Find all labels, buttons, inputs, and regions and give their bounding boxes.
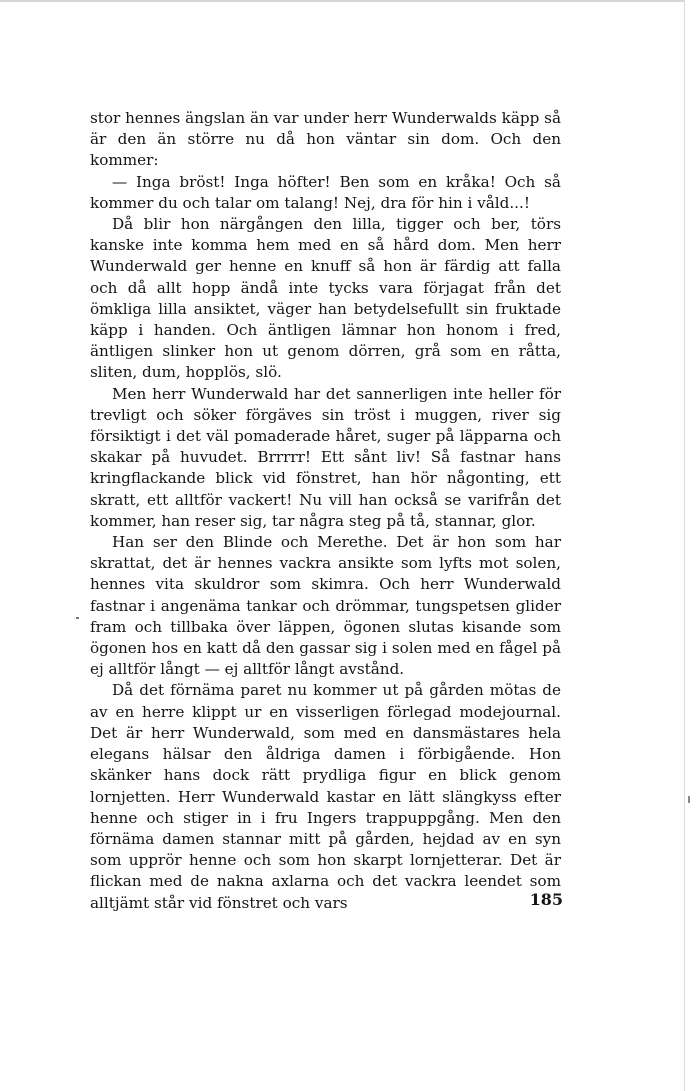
paragraph-3: Då blir hon närgången den lilla, tigger och ber, törs kanske inte komma hem med en så hård dom. Men herr Wunderwald ger henne en knuff så hon är färdig att falla och då allt hopp ändå inte tycks vara förjagat från det ömkliga lilla ansiktet, väger han betydelsefullt sin fruktade käpp i handen. Och äntligen lämnar hon honom i fred, äntligen slinker hon ut genom dörren, grå som en råtta, sliten, dum, hopplös, slö. [90,215,561,382]
page-number: 185 [529,890,563,909]
page-top-edge [0,0,685,2]
paragraph-4: Men herr Wunderwald har det sannerligen inte heller för trevligt och söker förgäves sin tröst i muggen, river sig försiktigt i det väl pomaderade håret, suger på läpparna och skakar på huvudet. Brrrrr! Ett sånt liv! Så fastnar hans kringflackande blick vid fönstret, han hör någonting, ett skratt, ett alltför vackert! Nu vill han också se varifrån det kommer, han reser sig, tar några steg på tå, stannar, glor. [90,384,561,530]
paragraph-1: stor hennes ängslan än var under herr Wunderwalds käpp så är den än större nu då hon väntar sin dom. Och den kommer: [90,109,561,170]
body-text [90,108,561,914]
paragraph-5: Han ser den Blinde och Merethe. Det är hon som har skrattat, det är hennes vackra ansikte som lyfts mot solen, hennes vita skuldror som skimra. Och herr Wunderwald fastnar i angenäma tankar och drömmar, tungspetsen glider fram och tillbaka över läppen, ögonen slutas kisande som ögonen hos en katt då den gassar sig i solen med en fågel på ej alltför långt — ej alltför långt avstånd. [90,533,561,679]
margin-mark-right [688,796,690,803]
paragraph-6: Då det förnäma paret nu kommer ut på gården mötas de av en herre klippt ur en visserligen förlegad modejournal. Det är herr Wunderwald, som med en dansmästares hela elegans hälsar den åldriga damen i förbigående. Hon skänker hans dock rätt prydliga figur en blick genom lornjetten. Herr Wunderwald kastar en lätt slängkyss efter henne och stiger in i fru Ingers trappuppgång. Men den förnäma damen stannar mitt på gården, hejdad av en syn som upprör henne och som hon skarpt lornjetterar. Det är flickan med de nakna axlarna och det vackra leendet som alltjämt står vid fönstret och vars [90,681,561,912]
page-right-edge [684,0,685,1091]
paragraph-2: — Inga bröst! Inga höfter! Ben som en kråka! Och så kommer du och talar om talang! Nej, dra för hin i våld...! [90,172,561,212]
margin-mark-left [76,617,79,619]
